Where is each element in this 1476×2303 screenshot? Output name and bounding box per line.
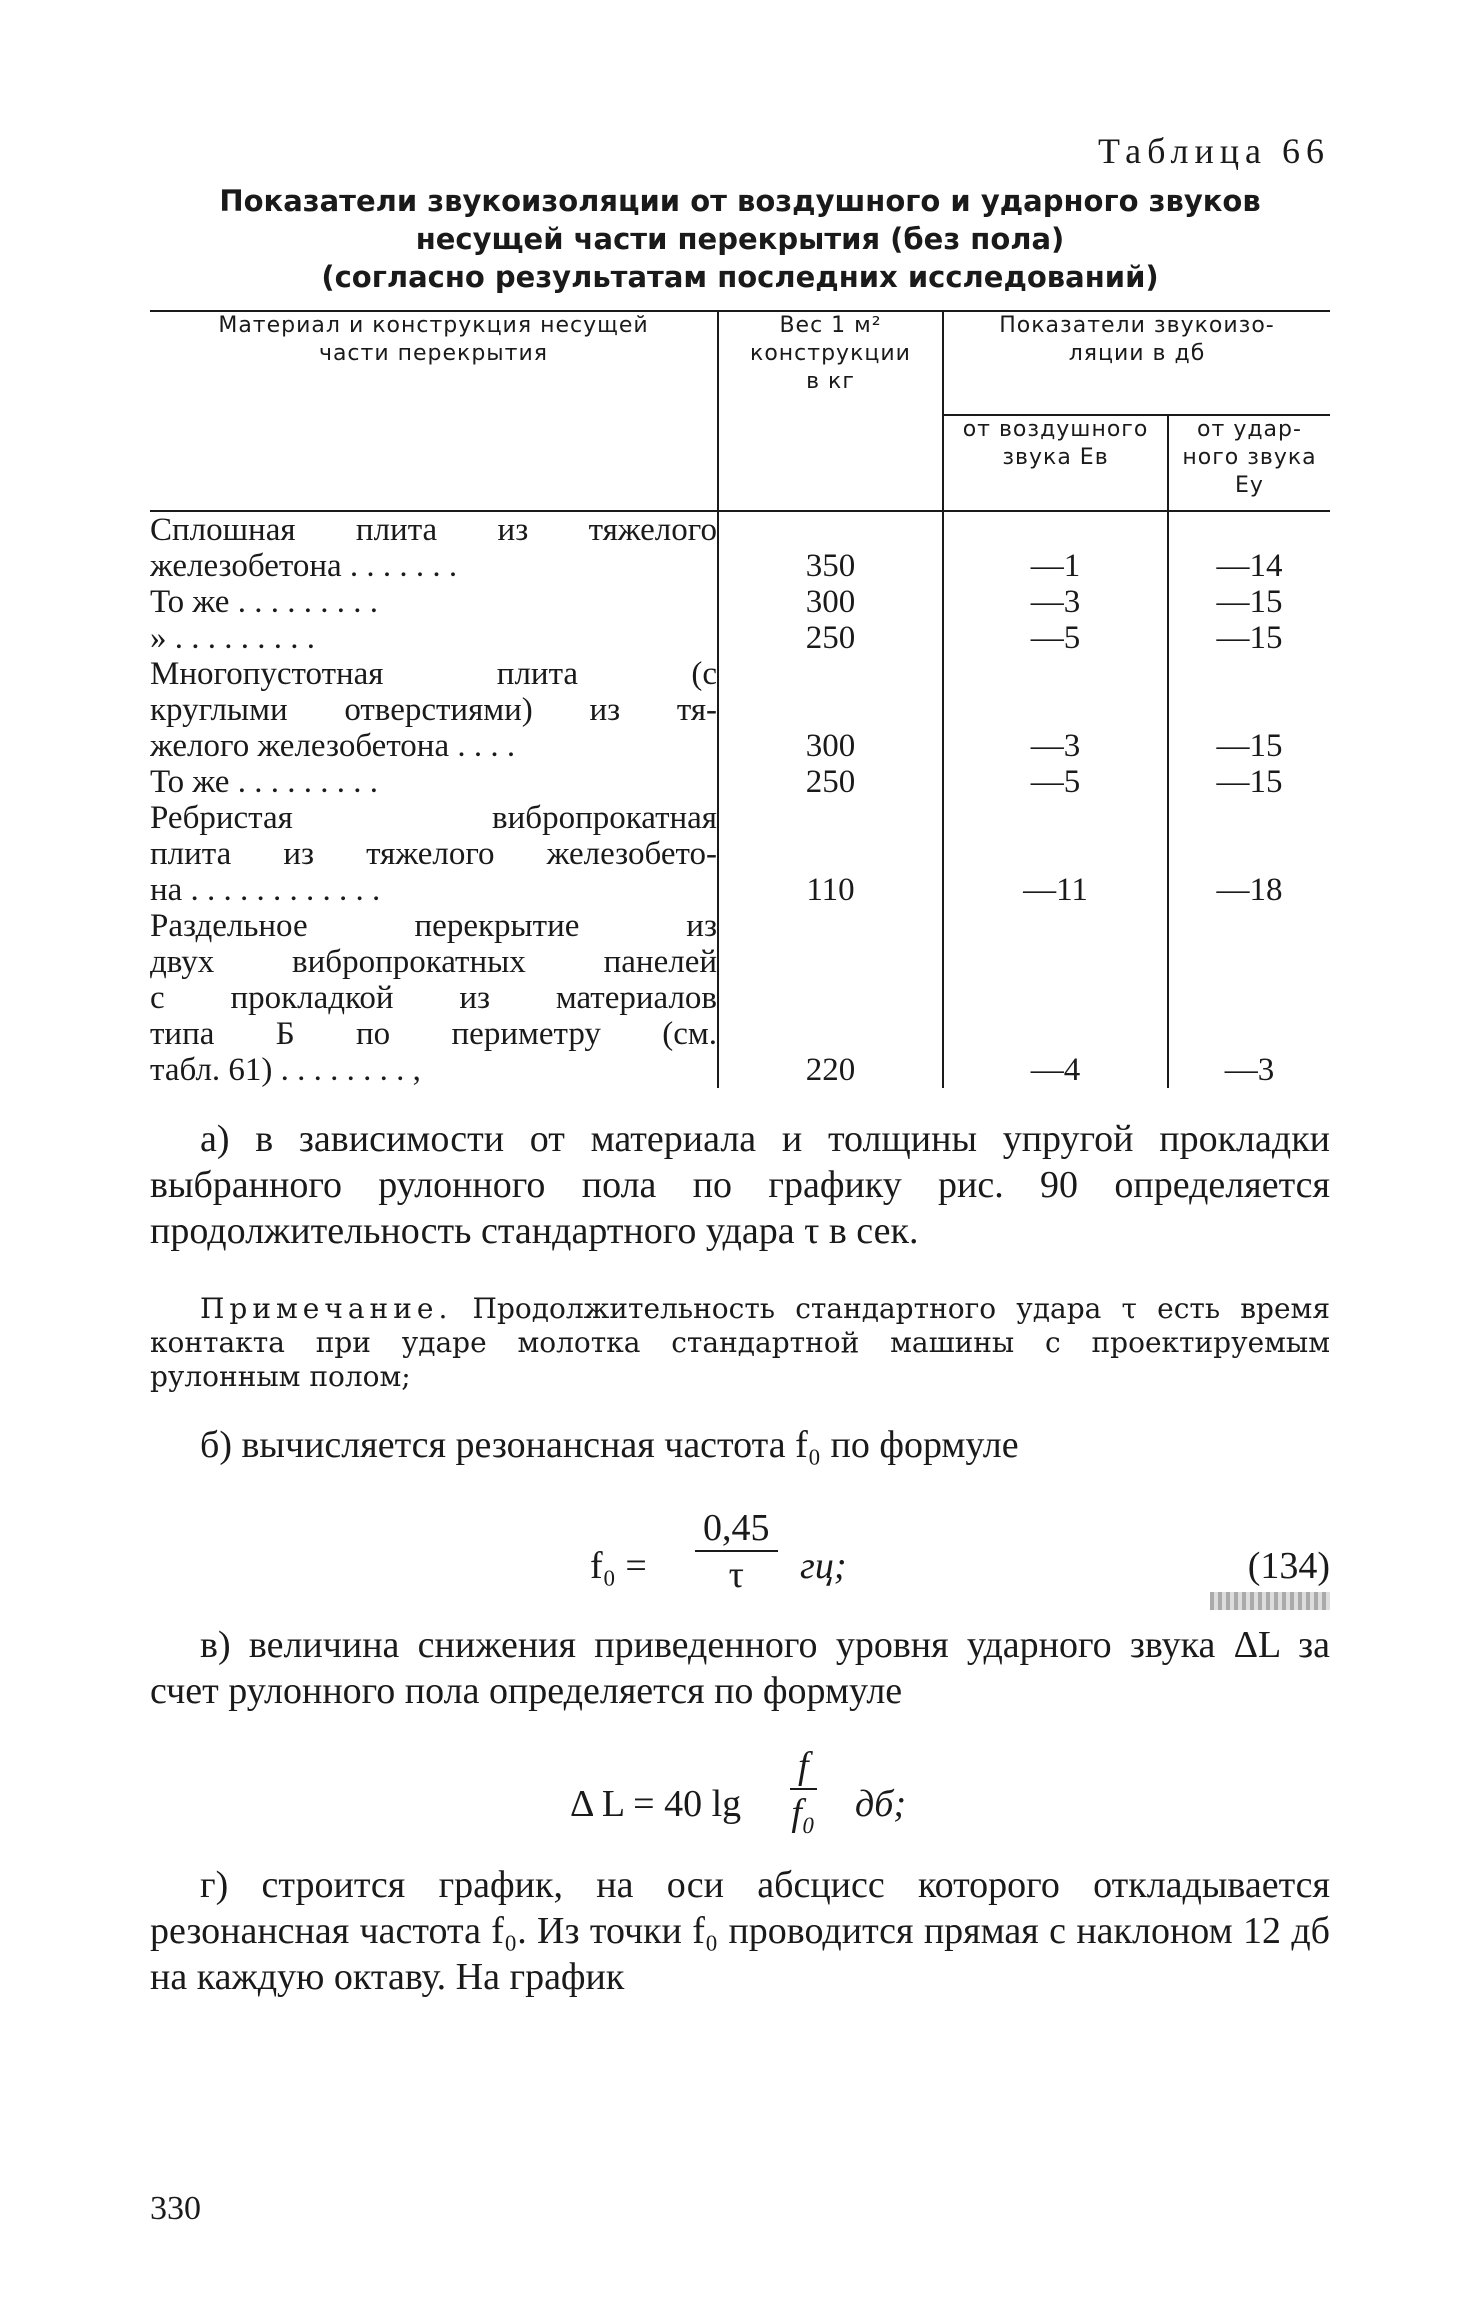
table-cell-weight [719,1016,942,1052]
material-line: типа Б по периметру (см. [150,1016,717,1052]
formula2-unit: дб; [855,1783,906,1825]
material-line: Сплошная плита из тяжелого [150,512,717,548]
formula-lhs: f₀ = [590,1545,647,1587]
table-cell-weight [719,512,942,548]
table-cell-impact [1169,800,1330,836]
material-line: » . . . . . . . . . [150,620,315,656]
table-cell-airborne: —5 [1030,764,1081,800]
table-cell-airborne [944,656,1167,692]
paragraph-g: г) строится график, на оси абсцисс которого откладывается резонансная частота f₀. Из точки f₀ проводится прямая с наклоном 12 дб на каждую октаву. На график [150,1864,1330,1998]
table-cell-airborne: —3 [1030,728,1081,764]
table-cell-weight: 110 [806,872,855,908]
formula-number: (134) [1247,1545,1330,1587]
table-cell-impact [1169,980,1330,1016]
table-cell-airborne [944,944,1167,980]
sound-insulation-table [150,310,1330,1088]
table-cell-impact [1169,692,1330,728]
material-line: железобетона . . . . . . . [150,548,458,584]
table-cell-impact [1169,944,1330,980]
table-cell-airborne: —11 [1023,872,1088,908]
material-line: с прокладкой из материалов [150,980,717,1016]
table-cell-weight: 350 [805,548,856,584]
formula-unit: гц; [800,1545,847,1587]
table-cell-impact: —18 [1216,872,1283,908]
table-cell-impact: —3 [1224,1052,1275,1088]
note-text: Продолжительность стандартного удара τ есть время контакта при ударе молотка стандартной машины с проектируемым рулонным полом; [150,1292,1330,1393]
table-cell-impact: —15 [1216,584,1283,620]
formula2-fraction: $\frac{f}{\text{f₀}}$ [791,1745,816,1834]
table-cell-airborne [944,980,1167,1016]
table-cell-airborne: —4 [1030,1052,1081,1088]
print-smudge [1210,1592,1330,1610]
paragraph-b: б) вычисляется резонансная частота f₀ по формуле [200,1424,1019,1466]
formula2-lhs: Δ L = 40 lg [570,1783,742,1825]
table-cell-airborne: —3 [1030,584,1081,620]
paragraph-a: а) в зависимости от материала и толщины упругой прокладки выбранного рулонного пола по графику рис. 90 определяется продолжительность стандартного удара τ в сек. [150,1118,1330,1252]
paragraph-v: в) величина снижения приведенного уровня ударного звука ΔL за счет рулонного пола определяется по формуле [150,1624,1330,1712]
table-cell-weight [719,800,942,836]
note [150,1292,1330,1394]
table-cell-impact: —14 [1216,548,1283,584]
table-cell-weight: 220 [805,1052,856,1088]
table-cell-airborne [944,692,1167,728]
title-line: несущей части перекрытия (без пола) [415,222,1065,256]
table-cell-weight [719,656,942,692]
material-line: То же . . . . . . . . . [150,584,378,620]
table-cell-airborne: —1 [1030,548,1081,584]
header-indicators: Показатели звукоизо- ляции в дб [943,311,1330,415]
material-line: двух вибропрокатных панелей [150,944,717,980]
formula-delta-l [150,1745,1330,1862]
material-line: круглыми отверстиями) из тя- [150,692,717,728]
table-cell-airborne: —5 [1030,620,1081,656]
table-cell-airborne [944,1016,1167,1052]
impact-column [1168,511,1330,1088]
airborne-column [943,511,1168,1088]
table-cell-impact: —15 [1216,620,1283,656]
table-cell-weight [719,944,942,980]
table-cell-impact [1169,656,1330,692]
table-cell-impact [1169,836,1330,872]
material-line: Многопустотная плита (с [150,656,717,692]
table-cell-weight: 300 [805,728,856,764]
table-cell-weight: 300 [805,584,856,620]
table-cell-weight: 250 [805,764,856,800]
table-cell-impact [1169,1016,1330,1052]
table-number: Таблица 66 [1098,131,1330,171]
title-line: Показатели звукоизоляции от воздушного и ударного звуков [219,184,1261,218]
title-line: (согласно результатам последних исследований) [321,260,1159,294]
header-impact: от удар- ного звука Еу [1182,417,1317,498]
material-line: Ребристая вибропрокатная [150,800,717,836]
material-line: Раздельное перекрытие из [150,908,717,944]
page-content [150,130,1330,2038]
header-airborne: от воздушного звука Ев [943,415,1168,511]
table-cell-airborne [944,908,1167,944]
material-line: желого железобетона . . . . [150,728,516,764]
header-material: Материал и конструкция несущей части перекрытия [150,311,718,511]
table-cell-weight [719,836,942,872]
note-label: Примечание. [200,1292,453,1325]
formula-134 [150,1506,1330,1616]
table-cell-airborne [944,800,1167,836]
table-cell-impact [1169,512,1330,548]
table-cell-airborne [944,512,1167,548]
table-cell-impact: —15 [1216,764,1283,800]
material-line: табл. 61) . . . . . . . . , [150,1052,421,1088]
material-line: То же . . . . . . . . . [150,764,378,800]
table-cell-impact: —15 [1216,728,1283,764]
table-cell-weight [719,692,942,728]
material-column [150,511,718,1088]
weight-column [718,511,943,1088]
header-weight: Вес 1 м² конструкции в кг [718,311,943,511]
table-cell-weight [719,980,942,1016]
material-line: плита из тяжелого железобето- [150,836,717,872]
table-cell-weight: 250 [805,620,856,656]
formula-fraction: $\frac{0,45}{\tau}$ [695,1506,778,1598]
table-cell-airborne [944,836,1167,872]
page-number: 330 [150,2190,201,2227]
material-line: на . . . . . . . . . . . . [150,872,381,908]
table-cell-impact [1169,908,1330,944]
table-cell-weight [719,908,942,944]
table-title [150,182,1330,296]
